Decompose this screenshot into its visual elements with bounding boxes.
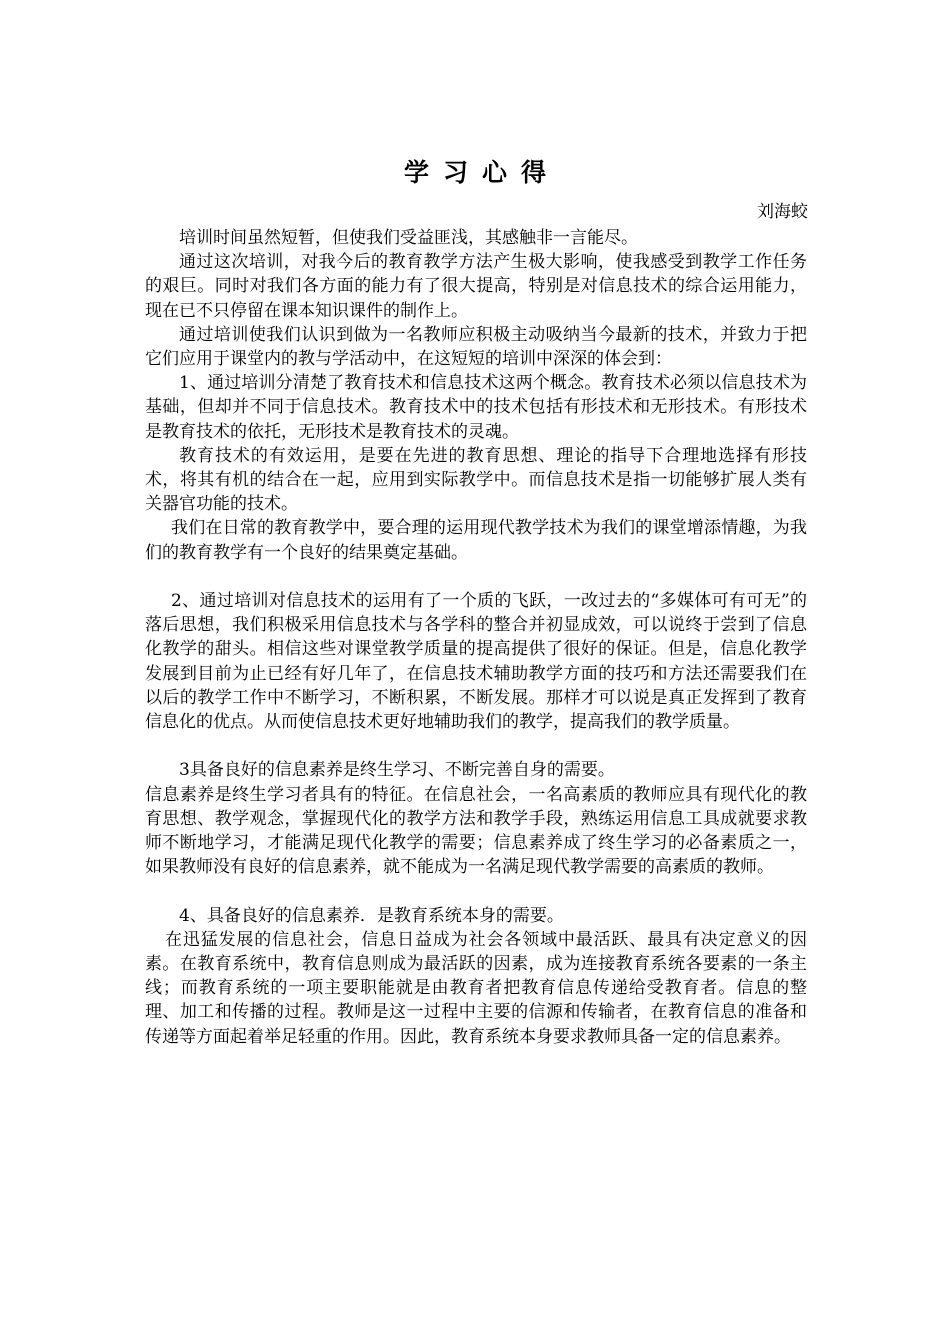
author-name: 刘海蛟 (757, 202, 808, 222)
paragraph-intro: 培训时间虽然短暂，但使我们受益匪浅，其感触非一言能尽。 (179, 228, 638, 248)
blank-line (145, 734, 807, 758)
document-title: 学习心得 (403, 158, 560, 187)
paragraph-point-3-body: 信息素养是终生学习者具有的特征。在信息社会，一名高素质的教师应具有现代化的教育思想、教学观念，掌握现代化的教学方法和教学手段，熟练运用信息工具成就要求教师不断地学习，才能满足现代化教学的需要；信息素养成了终生学习的必备素质之一，如果教师没有良好的信息素养，就不能成为一名满足现代教学需要的高素质的教师。 (145, 784, 807, 878)
paragraph-point-4-body: 在迅猛发展的信息社会，信息日益成为社会各领域中最活跃、最具有决定意义的因素。在教育系统中，教育信息则成为最活跃的因素，成为连接教育系统各要素的一条主线；而教育系统的一项主要职能就是由教育者把教育信息传递给受教育者。信息的整理、加工和传播的过程。教师是这一过程中主要的信源和传输者，在教育信息的准备和传递等方面起着举足轻重的作用。因此，教育系统本身要求教师具备一定的信息素养。 (145, 929, 807, 1047)
paragraph-point-4-heading: 4、具备良好的信息素养．是教育系统本身的需要。 (179, 905, 564, 926)
paragraph-point-1: 1、通过培训分清楚了教育技术和信息技术这两个概念。教育技术必须以信息技术为基础，但却并不同于信息技术。教育技术中的技术包括有形技术和无形技术。有形技术是教育技术的依托，无形技术是教育技术的灵魂。 (145, 373, 807, 442)
paragraph-effective-use: 教育技术的有效运用，是要在先进的教育思想、理论的指导下合理地选择有形技术，将其有机的结合在一起，应用到实际教学中。而信息技术是指一切能够扩展人类有关器官功能的技术。 (145, 445, 807, 515)
blank-line (145, 879, 807, 903)
paragraph-point-2: 2、通过培训对信息技术的运用有了一个质的飞跃，一改过去的“多媒体可有可无”的落后思想，我们积极采用信息技术与各学科的整合并初显成效，可以说终于尝到了信息化教学的甜头。相信这些对课堂教学质量的提高提供了很好的保证。但是，信息化教学发展到目前为止已经有好几年了，在信息技术辅助教学方面的技巧和方法还需要我们在以后的教学工作中不断学习，不断积累，不断发展。那样才可以说是真正发挥到了教育信息化的优点。从而使信息技术更好地辅助我们的教学，提高我们的教学质量。 (145, 591, 807, 733)
document-body (145, 226, 807, 1049)
paragraph-training-impact: 通过这次培训，对我今后的教育教学方法产生极大影响，使我感受到教学工作任务的艰巨。同时对我们各方面的能力有了很大提高，特别是对信息技术的综合运用能力，现在已不只停留在课本知识课件的制作上。 (145, 252, 807, 321)
paragraph-daily-teaching: 我们在日常的教育教学中，要合理的运用现代教学技术为我们的课堂增添情趣，为我们的教育教学有一个良好的结果奠定基础。 (145, 518, 807, 563)
paragraph-understanding: 通过培训使我们认识到做为一名教师应积极主动吸纳当今最新的技术，并致力于把它们应用于课堂内的教与学活动中，在这短短的培训中深深的体会到： (145, 324, 807, 370)
blank-line (145, 565, 807, 589)
paragraph-point-3-heading: 3具备良好的信息素养是终生学习、不断完善自身的需要。 (179, 760, 615, 781)
